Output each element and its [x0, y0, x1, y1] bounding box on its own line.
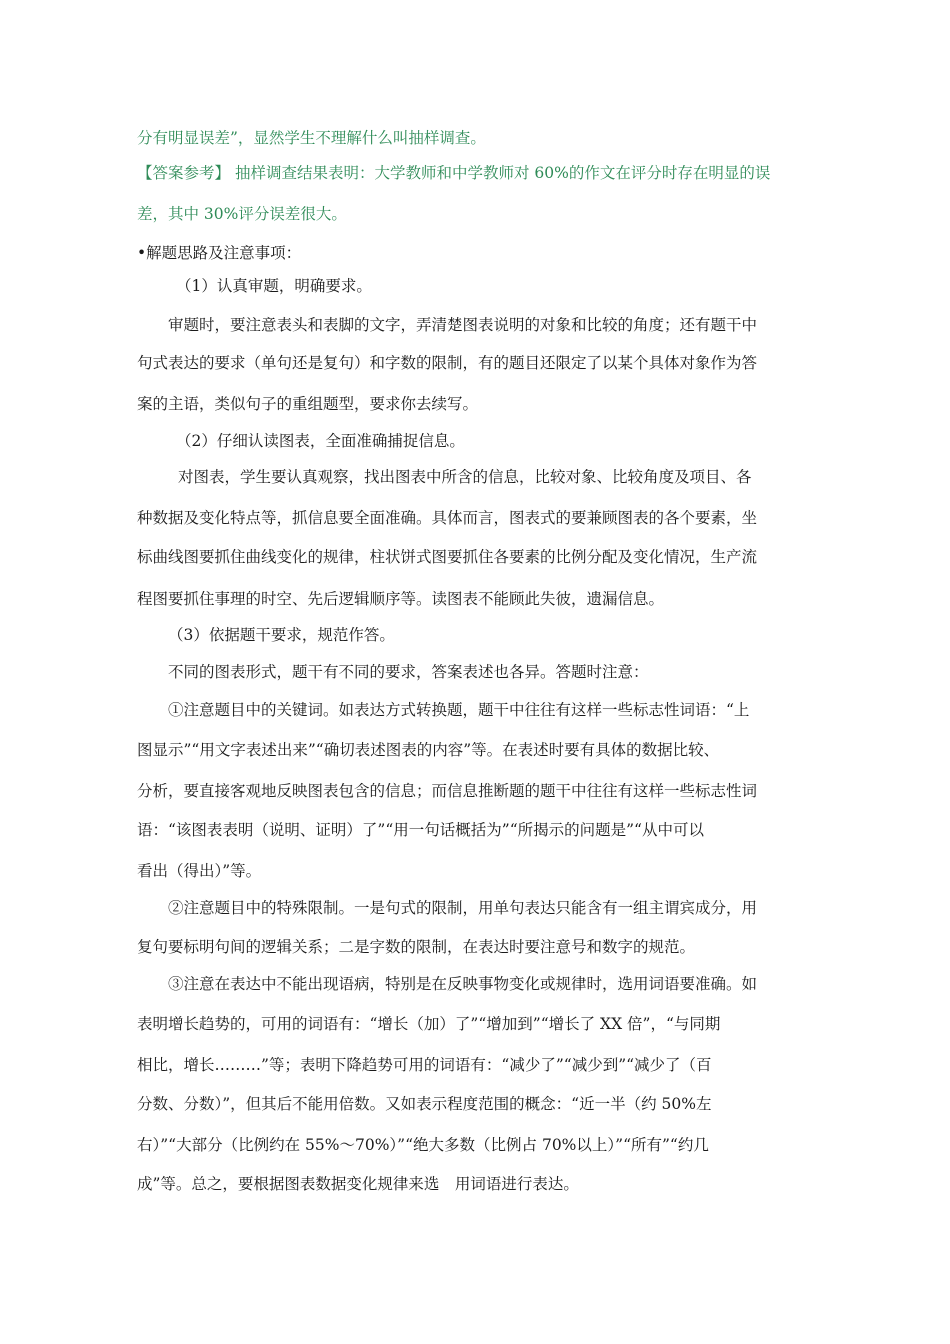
step1-line: 审题时，要注意表头和表脚的文字，弄清楚图表说明的对象和比较的角度；还有题干中 [168, 316, 758, 334]
point3-line: 分数、分数）”，但其后不能用倍数。又如表示程度范围的概念：“近一半（约 50%左 [137, 1095, 712, 1113]
point3-line: 表明增长趋势的，可用的词语有：“增长（加）了”“增加到”“增长了 XX 倍”，“与同期 [137, 1015, 721, 1033]
point1-line: 语：“该图表表明（说明、证明）了”“用一句话概括为”“所揭示的问题是”“从中可以 [137, 821, 704, 839]
answer-text-1: 抽样调查结果表明：大学教师和中学教师对 60%的作文在评分时存在明显的误 [234, 164, 771, 182]
answer-text-2: 差，其中 30%评分误差很大。 [137, 205, 347, 223]
step3-title: （3）依据题干要求，规范作答。 [168, 626, 395, 644]
step1-title: （1）认真审题，明确要求。 [176, 277, 372, 295]
section-title: •解题思路及注意事项： [137, 244, 302, 262]
step2-title: （2）仔细认读图表，全面准确捕捉信息。 [176, 432, 465, 450]
step2-line: 标曲线图要抓住曲线变化的规律，柱状饼式图要抓住各要素的比例分配及变化情况，生产流 [137, 548, 758, 566]
answer-reference-line [137, 163, 770, 183]
point3-line: 右）”“大部分（比例约在 55%～70%）”“绝大多数（比例占 70%以上）”“所有”“约几 [137, 1136, 709, 1154]
answer-prev-line: 分有明显误差”，显然学生不理解什么叫抽样调查。 [137, 129, 486, 147]
step2-line: 程图要抓住事理的时空、先后逻辑顺序等。读图表不能顾此失彼，遗漏信息。 [137, 590, 665, 608]
step1-line: 案的主语，类似句子的重组题型，要求你去续写。 [137, 395, 479, 413]
point1-line: 图显示”“用文字表述出来”“确切表述图表的内容”等。在表述时要有具体的数据比较、 [137, 741, 720, 759]
step1-line: 句式表达的要求（单句还是复句）和字数的限制，有的题目还限定了以某个具体对象作为答 [137, 354, 758, 372]
point2-line: 复句要标明句间的逻辑关系；二是字数的限制，在表达时要注意号和数字的规范。 [137, 938, 696, 956]
step2-line: 种数据及变化特点等，抓信息要全面准确。具体而言，图表式的要兼顾图表的各个要素，坐 [137, 509, 758, 527]
point1-line: ①注意题目中的关键词。如表达方式转换题，题干中往往有这样一些标志性词语：“上 [168, 701, 750, 719]
point3-line: ③注意在表达中不能出现语病，特别是在反映事物变化或规律时，选用词语要准确。如 [168, 975, 758, 993]
step2-line: 对图表，学生要认真观察，找出图表中所含的信息，比较对象、比较角度及项目、各 [178, 468, 752, 486]
point1-line: 分析，要直接客观地反映图表包含的信息；而信息推断题的题干中往往有这样一些标志性词 [137, 782, 758, 800]
point3-line: 相比，增长………”等；表明下降趋势可用的词语有：“减少了”“减少到”“减少了（百 [137, 1056, 712, 1074]
point1-line: 看出（得出）”等。 [137, 862, 262, 880]
point3-line: 成”等。总之，要根据图表数据变化规律来选 用词语进行表达。 [137, 1175, 579, 1193]
answer-label: 【答案参考】 [137, 164, 231, 182]
step3-intro: 不同的图表形式，题干有不同的要求，答案表述也各异。答题时注意： [168, 663, 649, 681]
point2-line: ②注意题目中的特殊限制。一是句式的限制，用单句表达只能含有一组主谓宾成分，用 [168, 899, 758, 917]
